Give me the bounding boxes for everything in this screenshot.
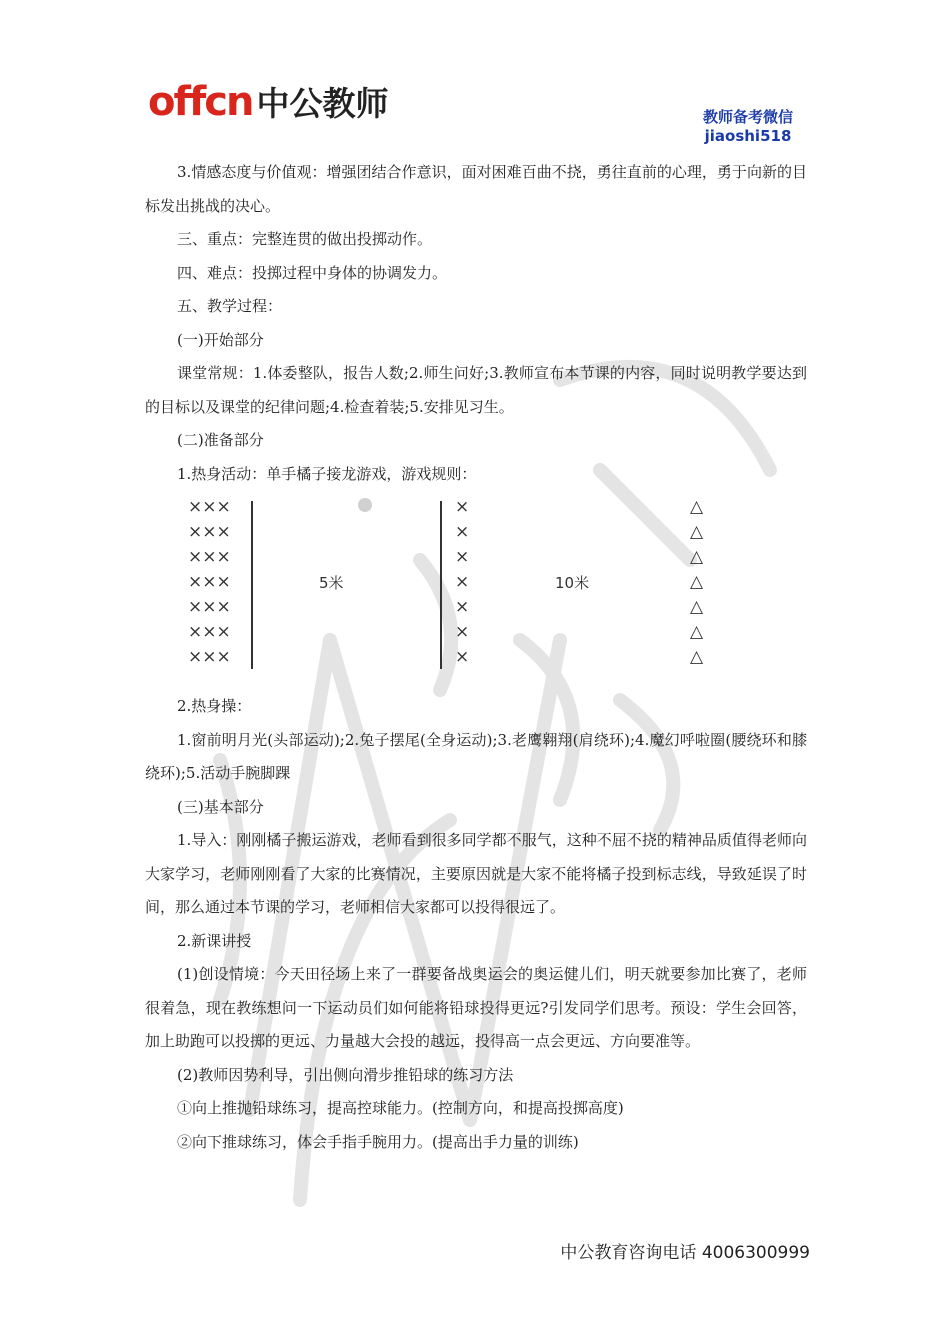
target-mark: △	[690, 572, 704, 592]
team-b-mark: ×	[455, 597, 470, 617]
team-b-mark: ×	[455, 497, 470, 517]
target-mark: △	[690, 597, 704, 617]
wechat-info	[688, 108, 808, 146]
team-a-mark: ×××	[188, 572, 231, 592]
team-a-mark: ×××	[188, 622, 231, 642]
paragraph: (1)创设情境：今天田径场上来了一群要备战奥运会的奥运健儿们，明天就要参加比赛了，老师很着急，现在教练想问一下运动员们如何能将铅球投得更远?引发同学们思考。预设：学生会回答，加上助跑可以投掷的更远、力量越大会投的越远，投得高一点会更远、方向要准等。	[145, 965, 807, 1050]
team-a-mark: ×××	[188, 522, 231, 542]
logo-cn-text: 中公教师	[256, 84, 389, 123]
paragraph: 四、难点：投掷过程中身体的协调发力。	[177, 263, 448, 282]
paragraph: (三)基本部分	[177, 797, 264, 816]
paragraph: 2.热身操：	[177, 697, 252, 715]
logo-en-text: offcn	[148, 79, 253, 125]
target-mark: △	[690, 622, 704, 642]
team-b-mark: ×	[455, 572, 470, 592]
wechat-id: jiaoshi518	[704, 127, 792, 145]
team-a-mark: ×××	[188, 547, 231, 567]
distance-label-10m: 10米	[555, 574, 590, 592]
paragraph: (二)准备部分	[177, 431, 264, 449]
document-body	[145, 156, 807, 491]
paragraph: 三、重点：完整连贯的做出投掷动作。	[177, 230, 433, 248]
paragraph: (一)开始部分	[177, 330, 264, 349]
distance-label-5m: 5米	[319, 574, 344, 592]
paragraph: ②向下推球练习，体会手指手腕用力。(提高出手力量的训练)	[177, 1132, 579, 1151]
team-b-mark: ×	[455, 547, 470, 567]
team-b-mark: ×	[455, 622, 470, 642]
team-a-mark: ×××	[188, 597, 231, 617]
paragraph: 2.新课讲授	[177, 931, 252, 950]
team-b-mark: ×	[455, 522, 470, 542]
document-body-continued	[145, 690, 807, 1159]
start-line-2	[440, 501, 442, 669]
paragraph: 五、教学过程：	[177, 297, 283, 315]
paragraph: ①向上推抛铅球练习，提高控球能力。(控制方向，和提高投掷高度)	[177, 1099, 624, 1117]
team-b-mark: ×	[455, 647, 470, 667]
paragraph: 1.热身活动：单手橘子接龙游戏，游戏规则：	[177, 464, 477, 483]
paragraph: 3.情感态度与价值观：增强团结合作意识，面对困难百曲不挠，勇往直前的心理，勇于向新的目标发出挑战的决心。	[145, 163, 807, 215]
start-line-1	[251, 501, 253, 669]
page-header	[0, 0, 950, 150]
team-a-mark: ×××	[188, 497, 231, 517]
target-mark: △	[690, 547, 704, 567]
target-mark: △	[690, 497, 704, 517]
paragraph: (2)教师因势利导，引出侧向滑步推铅球的练习方法	[177, 1065, 514, 1084]
target-mark: △	[690, 522, 704, 542]
paragraph: 课堂常规：1.体委整队，报告人数;2.师生问好;3.教师宣布本节课的内容，同时说明教学要达到的目标以及课堂的纪律问题;4.检查着装;5.安排见习生。	[145, 364, 807, 416]
footer-contact: 中公教育咨询电话 4006300999	[560, 1243, 810, 1263]
target-mark: △	[690, 647, 704, 667]
wechat-label: 教师备考微信	[702, 108, 793, 126]
team-a-mark: ×××	[188, 647, 231, 667]
paragraph: 1.窗前明月光(头部运动);2.兔子摆尾(全身运动);3.老鹰翱翔(肩绕环);4.魔幻呼啦圈(腰绕环和膝绕环);5.活动手腕脚踝	[145, 730, 807, 782]
paragraph: 1.导入：刚刚橘子搬运游戏，老师看到很多同学都不服气，这种不屈不挠的精神品质值得老师向大家学习，老师刚刚看了大家的比赛情况，主要原因就是大家不能将橘子投到标志线，导致延误了时间，那么通过本节课的学习，老师相信大家都可以投得很远了。	[145, 831, 807, 916]
warmup-game-diagram	[145, 495, 807, 675]
offcn-logo	[148, 72, 389, 125]
